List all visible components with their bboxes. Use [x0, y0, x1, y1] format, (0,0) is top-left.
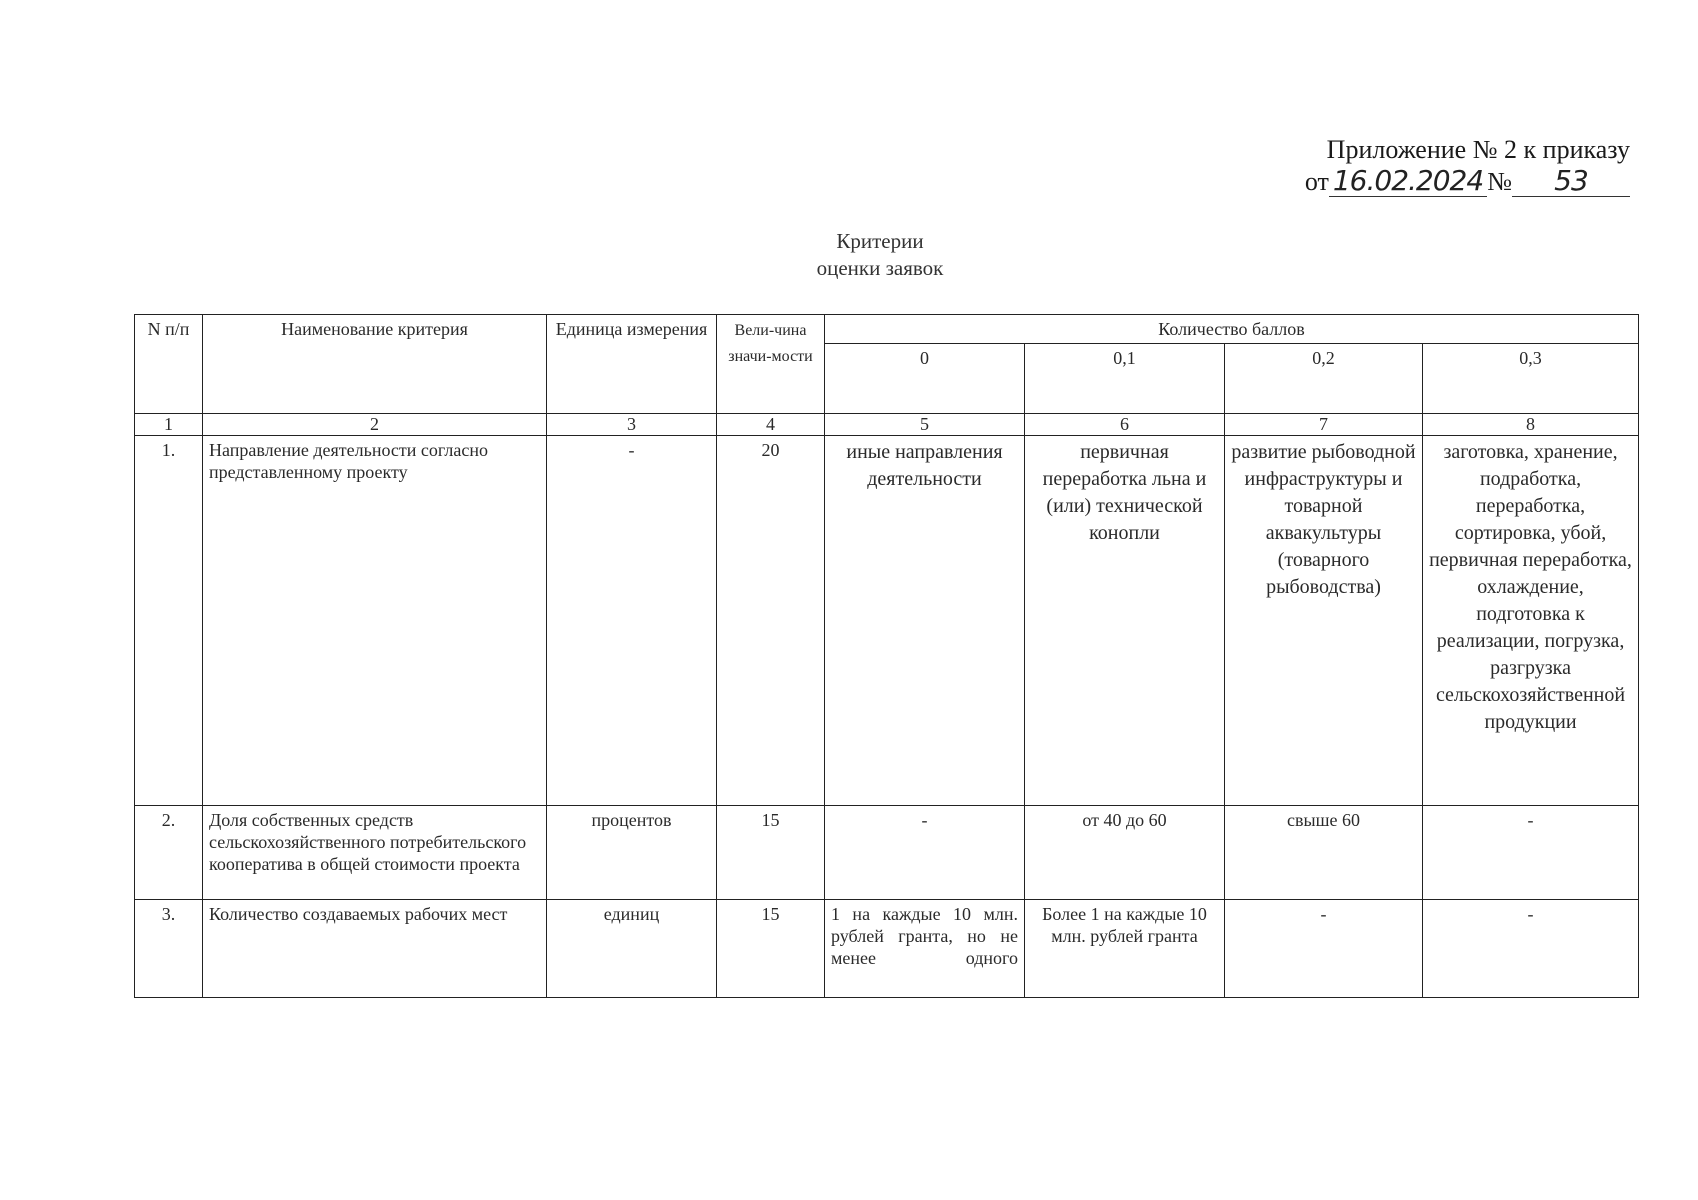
- appendix-line: Приложение № 2 к приказу: [1326, 135, 1630, 164]
- column-number: 3: [547, 414, 717, 436]
- criterion-weight: 20: [717, 436, 825, 806]
- handwritten-date: 16.02.2024: [1329, 166, 1487, 197]
- criterion-name: Доля собственных средств сельскохозяйственного потребительского кооператива в общей стоимости проекта: [203, 806, 547, 900]
- column-number: 4: [717, 414, 825, 436]
- points-01-value: Более 1 на каждые 10 млн. рублей гранта: [1025, 900, 1225, 998]
- points-03-value: -: [1423, 806, 1639, 900]
- header-weight: Вели-чина значи-мости: [717, 315, 825, 414]
- header-row-1: [135, 315, 1639, 344]
- criterion-unit: -: [547, 436, 717, 806]
- table-row: [135, 436, 1639, 806]
- title-line-2: оценки заявок: [816, 256, 944, 280]
- criterion-name: Количество создаваемых рабочих мест: [203, 900, 547, 998]
- header-points-0: 0: [825, 344, 1025, 414]
- column-number-row: [135, 414, 1639, 436]
- column-number: 7: [1225, 414, 1423, 436]
- from-label: от: [1304, 167, 1329, 196]
- column-number: 6: [1025, 414, 1225, 436]
- column-number: 1: [135, 414, 203, 436]
- criterion-weight: 15: [717, 806, 825, 900]
- criterion-name: Направление деятельности согласно представленному проекту: [203, 436, 547, 806]
- header-name: Наименование критерия: [203, 315, 547, 414]
- header-points-03: 0,3: [1423, 344, 1639, 414]
- criterion-weight: 15: [717, 900, 825, 998]
- criterion-unit: процентов: [547, 806, 717, 900]
- points-0-value: -: [825, 806, 1025, 900]
- handwritten-number: 53: [1512, 166, 1630, 197]
- order-date-line: [1240, 166, 1630, 198]
- header-points-01: 0,1: [1025, 344, 1225, 414]
- points-01-value: первичная переработка льна и (или) технической конопли: [1025, 436, 1225, 806]
- header-num: N п/п: [135, 315, 203, 414]
- row-num: 2.: [135, 806, 203, 900]
- table-row: [135, 806, 1639, 900]
- title-line-1: Критерии: [836, 229, 924, 253]
- points-03-value: заготовка, хранение, подработка, переработка, сортировка, убой, первичная переработка, охлаждение, подготовка к реализации, погрузка, разгрузка сельскохозяйственной продукции: [1423, 436, 1639, 806]
- points-0-value: 1 на каждые 10 млн. рублей гранта, но не менее одного: [825, 900, 1025, 998]
- column-number: 5: [825, 414, 1025, 436]
- column-number: 8: [1423, 414, 1639, 436]
- criteria-table: [134, 314, 1639, 998]
- column-number: 2: [203, 414, 547, 436]
- table-row: [135, 900, 1639, 998]
- points-02-value: -: [1225, 900, 1423, 998]
- points-01-value: от 40 до 60: [1025, 806, 1225, 900]
- document-title: [0, 228, 1698, 282]
- points-02-value: свыше 60: [1225, 806, 1423, 900]
- points-0-value: иные направления деятельности: [825, 436, 1025, 806]
- header-unit: Единица измерения: [547, 315, 717, 414]
- number-label: №: [1487, 167, 1512, 196]
- points-03-value: -: [1423, 900, 1639, 998]
- criterion-unit: единиц: [547, 900, 717, 998]
- row-num: 3.: [135, 900, 203, 998]
- points-02-value: развитие рыбоводной инфраструктуры и товарной аквакультуры (товарного рыбоводства): [1225, 436, 1423, 806]
- appendix-reference: [1240, 134, 1630, 198]
- header-points-group: Количество баллов: [825, 315, 1639, 344]
- row-num: 1.: [135, 436, 203, 806]
- header-points-02: 0,2: [1225, 344, 1423, 414]
